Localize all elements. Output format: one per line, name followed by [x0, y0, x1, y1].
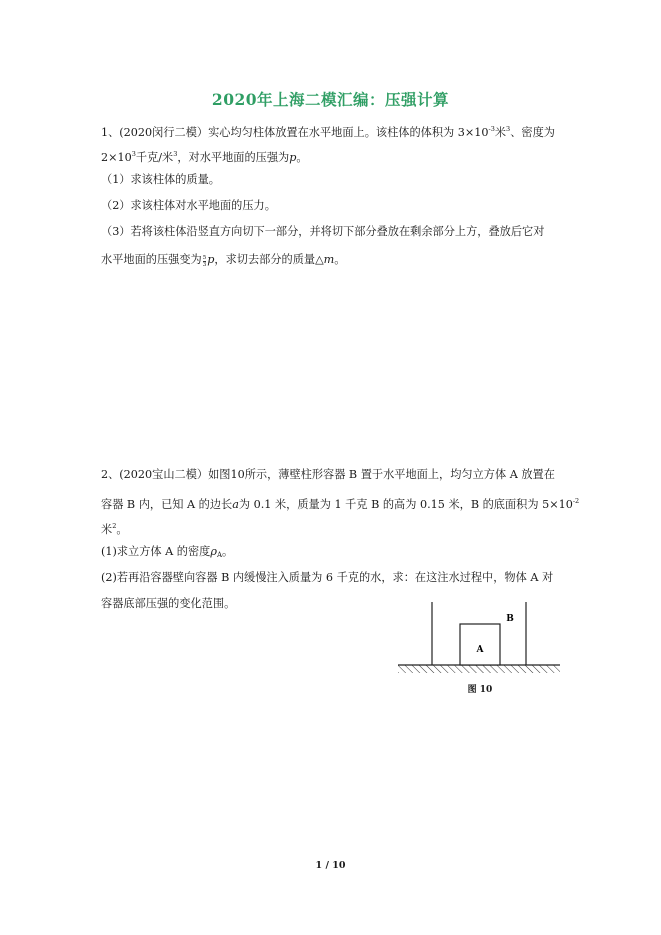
page-number: 1 / 10 — [315, 860, 346, 871]
q1-part-1: （1）求该柱体的质量。 — [101, 173, 220, 186]
ground-hatching — [398, 665, 560, 673]
document-title: 2020年上海二模汇编：压强计算 — [211, 90, 450, 109]
figure-caption: 图 10 — [467, 685, 493, 695]
q2-part-1: (1)求立方体 A 的密度$\rho_A$。 — [101, 545, 234, 559]
q2-part-2-line-2: 容器底部压强的变化范围。 — [101, 597, 236, 610]
q1-line-2: $2\times 10^3$千克/米$^3$，对水平地面的压强为p。 — [101, 150, 308, 164]
container-b-label: B — [506, 614, 514, 624]
q2-line-3: 米$^2$。 — [101, 522, 128, 536]
q2-part-2-line-1: (2)若再沿容器壁向容器 B 内缓慢注入质量为 6 千克的水，求：在这注水过程中，物体 A 对 — [101, 571, 554, 584]
q2-line-2: 容器 B 内，已知 A 的边长a为 0.1 米，质量为 1 千克 B 的高为 0.15 米，B 的底面积为 $5\times 10^{-2}$ — [101, 497, 580, 511]
cube-a-label: A — [476, 645, 484, 655]
q1-part-3-line-1: （3）若将该柱体沿竖直方向切下一部分，并将切下部分叠放在剩余部分上方，叠放后它对 — [101, 225, 545, 238]
q1-part-2: （2）求该柱体对水平地面的压力。 — [101, 199, 276, 212]
fraction-five-thirds: $\frac{5}{3}$ — [202, 255, 207, 268]
q1-part-3-line-2: 水平地面的压强变为 $\frac{5}{3}$ p，求切去部分的质量△m。 — [101, 253, 346, 268]
q1-line-1: 1、(2020闵行二模）实心均匀柱体放置在水平地面上。该柱体的体积为 $3\times 10^{-3}$米$^3$、密度为 — [101, 125, 555, 139]
q2-line-1: 2、(2020宝山二模）如图10所示，薄壁柱形容器 B 置于水平地面上，均匀立方体 A 放置在 — [101, 468, 555, 481]
